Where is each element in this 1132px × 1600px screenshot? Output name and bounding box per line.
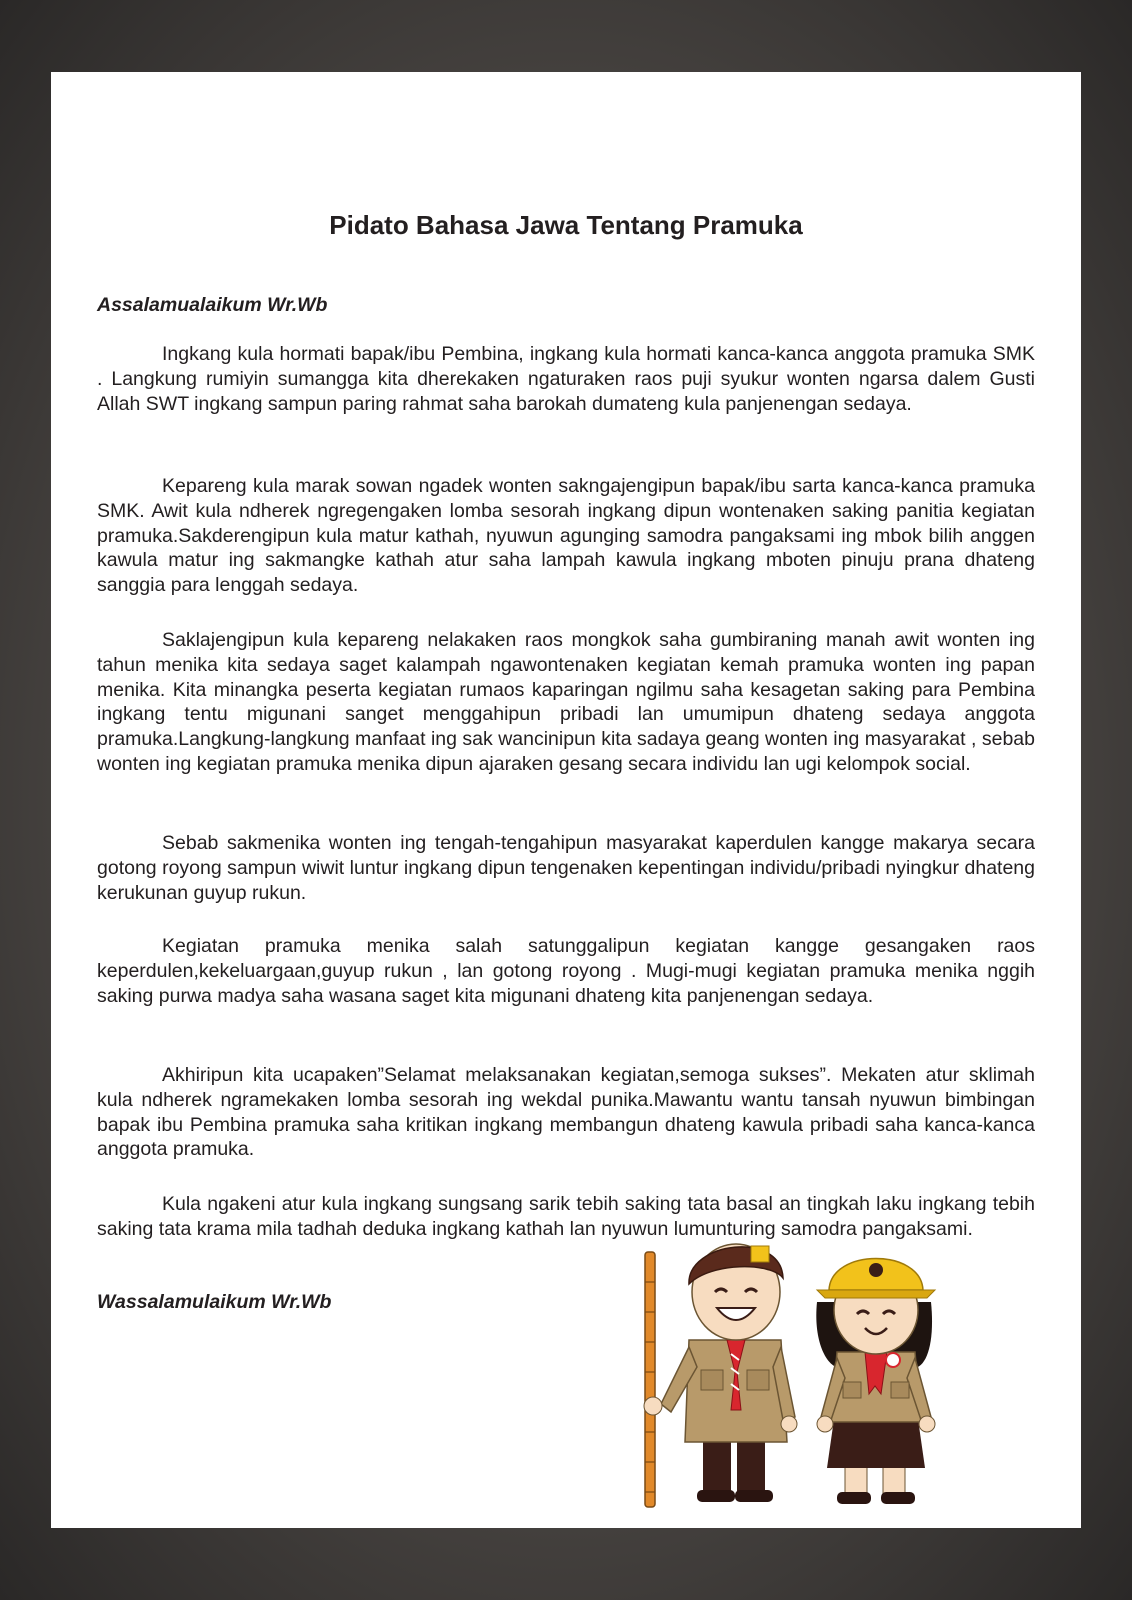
paragraph-5: Kegiatan pramuka menika salah satunggalipun kegiatan kangge gesangaken raos keperdulen,kekeluargaan,guyup rukun , lan gotong royong . Mugi-mugi kegiatan pramuka menika nggih saking purwa madya saha wasana saget kita migunani dhateng kita panjenengan sedaya.	[97, 935, 1035, 1007]
paragraph-3: Saklajengipun kula kepareng nelakaken raos mongkok saha gumbiraning manah awit wonten ing tahun menika kita sedaya saget kalampah ngawontenaken kegiatan kemah pramuka wonten ing papan menika. Kita minangka peserta kegiatan rumaos kaparingan ngilmu saha kesagetan saking para Pembina ingkang tentu migunani sanget menggahipun pribadi lan umumipun dhateng sedaya anggota pramuka.Langkung-langkung manfaat ing sak wancinipun kita sadaya geang wonten ing masyarakat , sebab wonten ing kegiatan pramuka menika dipun ajaraken gesang secara individu lan ugi kelompok social.	[97, 629, 1035, 775]
closing-greeting: Wassalamulaikum Wr.Wb	[97, 1291, 332, 1313]
scout-children-illustration	[631, 1172, 991, 1512]
boy-scout	[644, 1244, 797, 1507]
paragraph-6: Akhiripun kita ucapaken”Selamat melaksanakan kegiatan,semoga sukses”. Mekaten atur sklimah kula ndherek ngramekaken lomba sesorah ing wekdal punika.Mawantu wantu tansah nyuwun bimbingan bapak ibu Pembina pramuka saha kritikan ingkang membangun dhateng kawula pribadi saha kanca-kanca anggota pramuka.	[97, 1064, 1035, 1161]
paragraph-1: Ingkang kula hormati bapak/ibu Pembina, ingkang kula hormati kanca-kanca anggota pramuka SMK . Langkung rumiyin sumangga kita dherekaken ngaturaken raos puji syukur wonten ngarsa dalem Gusti Allah SWT ingkang sampun paring rahmat saha barokah dumateng kula panjenengan sedaya.	[97, 343, 1035, 415]
girl-scout	[816, 1259, 935, 1505]
paragraph-7: Kula ngakeni atur kula ingkang sungsang sarik tebih saking tata basal an tingkah laku ingkang tebih saking tata krama mila tadhah deduka ingkang kathah lan nyuwun lumunturing samodra pangaksami.	[97, 1193, 1035, 1240]
paragraph-4: Sebab sakmenika wonten ing tengah-tengahipun masyarakat kaperdulen kangge makarya secara gotong royong sampun wiwit luntur ingkang dipun tengenaken kepentingan individu/pribadi nyingkur dhateng kerukunan guyup rukun.	[97, 832, 1035, 904]
document-title: Pidato Bahasa Jawa Tentang Pramuka	[329, 210, 803, 240]
document-page	[51, 72, 1081, 1528]
paragraph-2: Kepareng kula marak sowan ngadek wonten sakngajengipun bapak/ibu sarta kanca-kanca pramuka SMK. Awit kula ndherek ngregengaken lomba sesorah ingkang dipun wontenaken saking panitia kegiatan pramuka.Sakderengipun kula matur kathah, nyuwun agunging samodra pangaksami ing mbok bilih anggen kawula matur ing sakmangke kathah atur saha lampah kawula ingkang mboten pinuju prana dhateng sanggia para lenggah sedaya.	[97, 475, 1035, 597]
opening-greeting: Assalamualaikum Wr.Wb	[97, 294, 328, 316]
